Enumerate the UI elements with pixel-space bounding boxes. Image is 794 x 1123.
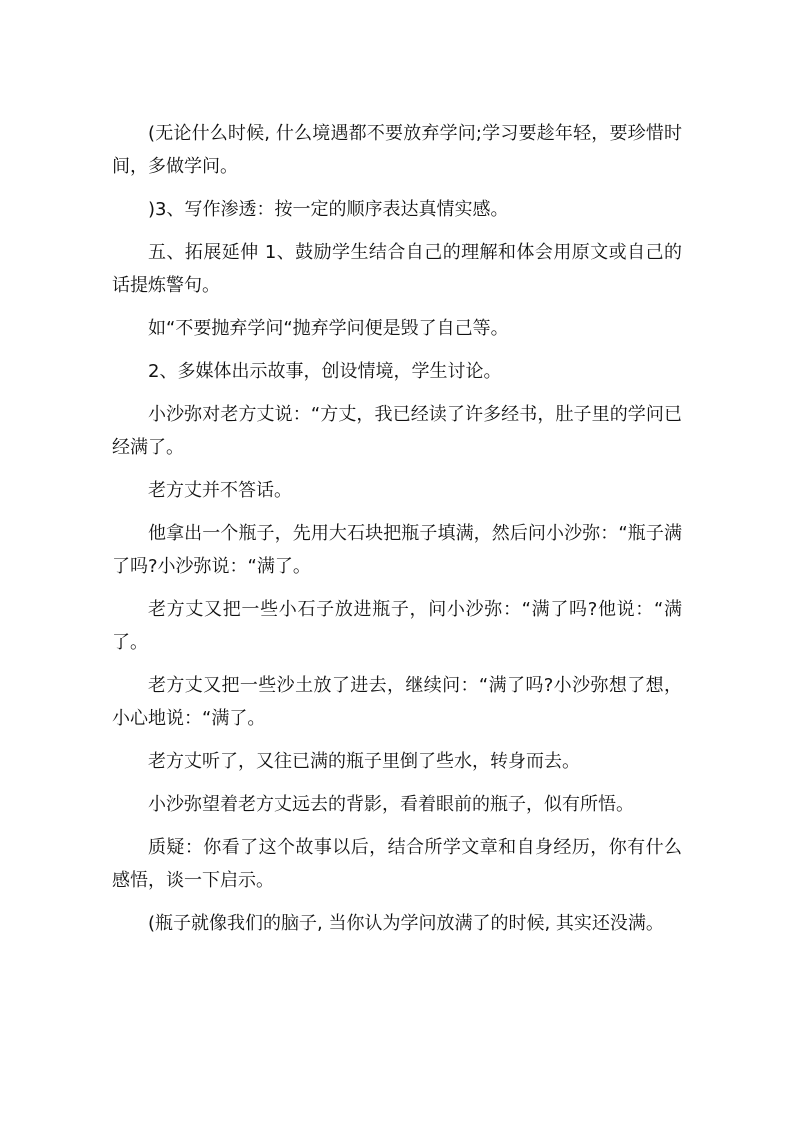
paragraph-12: 小沙弥望着老方丈远去的背影，看着眼前的瓶子，似有所悟。	[148, 794, 634, 815]
paragraph-9: 老方丈又把一些小石子放进瓶子，问小沙弥：“满了吗?他说：“满了。	[112, 599, 682, 653]
paragraph-5: 2、多媒体出示故事，创设情境，学生讨论。	[148, 361, 502, 382]
paragraph-6: 小沙弥对老方丈说：“方丈，我已经读了许多经书，肚子里的学问已经满了。	[112, 404, 682, 458]
paragraph-3: 五、拓展延伸 1、鼓励学生结合自己的理解和体会用原文或自己的话提炼警句。	[112, 242, 682, 296]
paragraph-1: (无论什么时候, 什么境遇都不要放弃学问;学习要趁年轻，要珍惜时间，多做学问。	[112, 123, 682, 177]
document-body	[112, 117, 682, 950]
paragraph-14: (瓶子就像我们的脑子, 当你认为学问放满了的时候, 其实还没满。	[148, 913, 664, 934]
paragraph-11: 老方丈听了，又往已满的瓶子里倒了些水，转身而去。	[148, 751, 580, 772]
paragraph-13: 质疑：你看了这个故事以后，结合所学文章和自身经历，你有什么感悟，谈一下启示。	[112, 837, 682, 891]
paragraph-10: 老方丈又把一些沙土放了进去，继续问：“满了吗?小沙弥想了想，小心地说：“满了。	[112, 675, 682, 729]
paragraph-2: )3、写作渗透：按一定的顺序表达真情实感。	[148, 199, 509, 220]
paragraph-8: 他拿出一个瓶子，先用大石块把瓶子填满，然后问小沙弥：“瓶子满了吗?小沙弥说：“满了。	[112, 523, 682, 577]
paragraph-4: 如“不要抛弃学问“抛弃学问便是毁了自己等。	[148, 318, 509, 339]
paragraph-7: 老方丈并不答话。	[148, 480, 292, 501]
